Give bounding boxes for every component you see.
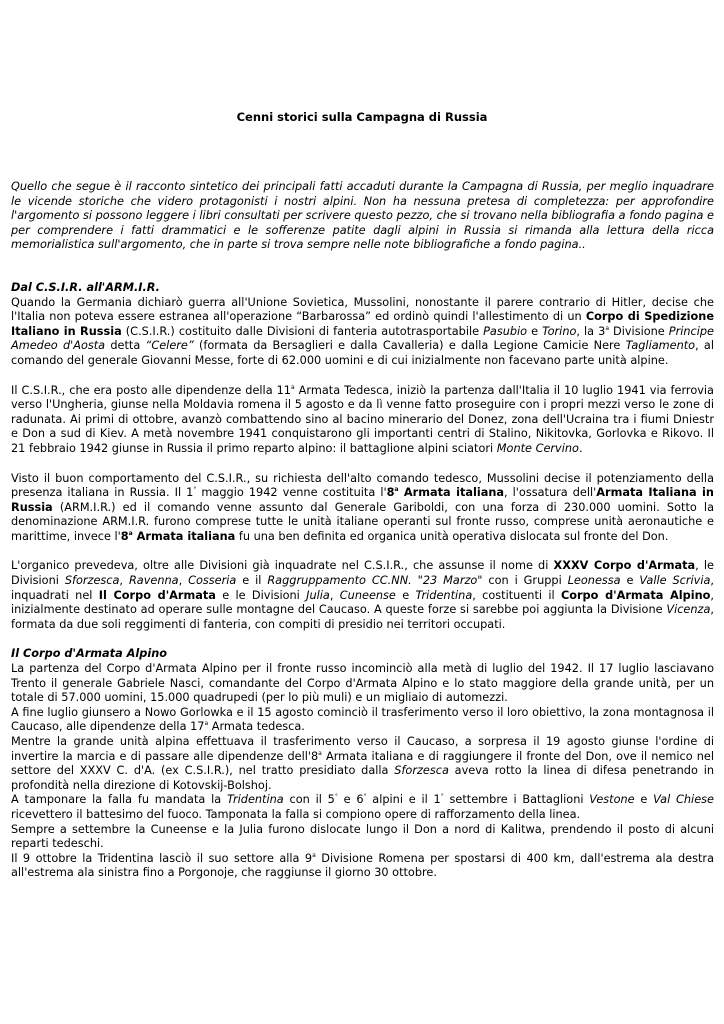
paragraph-armir-formation: Visto il buon comportamento del C.S.I.R., su richiesta dell'alto comando tedesco, Mussolini decise il potenziamento della presenza italiana in Russia. Il 1° maggio 1942 venne costituita l'8$^a$ Armata italiana, l'ossatura dell'Armata Italiana in Russia (ARM.I.R.) ed il comando venne assunto dal Generale Gariboldi, con una forza di 230.000 uomini. Sotto la denominazione ARM.I.R. furono comprese tutte le unità italiane operanti sul fronte russo, comprese unità aeronautiche e marittime, invece l'8$^a$ Armata italiana fu una ben definita ed organica unità operativa dislocata sul fronte del Don.: [11, 471, 714, 543]
paragraph-csir-advance: Il C.S.I.R., che era posto alle dipendenze della 11$^a$ Armata Tedesca, iniziò la partenza dall'Italia il 10 luglio 1941 via ferrovia verso l'Ungheria, giunse nella Moldavia romena il 5 agosto e da lì venne fatto proseguire con i propri mezzi verso le zone di radunata. Ai primi di ottobre, avanzò combattendo sino al bacino minerario del Donez, zona dell'Ucraina tra i fiumi Dniestr e Don a sud di Kiev. A metà novembre 1941 conquistarono gli importanti centri di Stalino, Nikitovka, Gorlovka e Rikovo. Il 21 febbraio 1942 giunse in Russia il primo reparto alpino: il battaglione alpini sciatori Monte Cervino.: [11, 383, 714, 455]
document-title: Cenni storici sulla Campagna di Russia: [236, 110, 488, 124]
document-body: [11, 180, 714, 881]
paragraph-csir-origin: Quando la Germania dichiarò guerra all'Unione Sovietica, Mussolini, nonostante il parere contrario di Hitler, decise che l'Italia non poteva essere estranea all'operazione “Barbarossa” ed ordinò quindi l'allestimento di un Corpo di Spedizione Italiano in Russia (C.S.I.R.) costituito dalle Divisioni di fanteria autotrasportabile Pasubio e Torino, la 3$^a$ Divisione Principe Amedeo d'Aosta detta “Celere” (formata da Bersaglieri e dalla Cavalleria) e dalla Legione Camicie Nere Tagliamento, al comando del generale Giovanni Messe, forte di 62.000 uomini e di cui inizialmente non facevano parte unità alpine.: [11, 295, 714, 367]
paragraph-alpino-caucaso: A fine luglio giunsero a Nowo Gorlowka e il 15 agosto cominciò il trasferimento verso il loro obiettivo, la zona montagnosa il Caucaso, alle dipendenze della 17$^a$ Armata tedesca.: [11, 705, 714, 734]
section-heading-corpo-alpino: Il Corpo d'Armata Alpino: [11, 647, 167, 661]
paragraph-alpino-don: Mentre la grande unità alpina effettuava il trasferimento verso il Caucaso, a sorpresa il 19 agosto giunse l'ordine di invertire la marcia e di passare alle dipendenze dell'8$^a$ Armata italiana e di raggiungere il fronte del Don, ove il nemico nel settore del XXXV C. d'A. (ex C.S.I.R.), nel tratto presidiato dalla Sforzesca aveva rotto la linea di difesa penetrando in profondità nella direzione di Kotovskij-Bolshoj.: [11, 735, 714, 792]
paragraph-organico: L'organico prevedeva, oltre alle Divisioni già inquadrate nel C.S.I.R., che assunse il nome di XXXV Corpo d'Armata, le Divisioni Sforzesca, Ravenna, Cosseria e il Raggruppamento CC.NN. "23 Marzo" con i Gruppi Leonessa e Valle Scrivia, inquadrati nel Il Corpo d'Armata e le Divisioni Julia, Cuneense e Tridentina, costituenti il Corpo d'Armata Alpino, inizialmente destinato ad operare sulle montagne del Caucaso. A queste forze si sarebbe poi aggiunta la Divisione Vicenza, formata da due soli reggimenti di fanteria, con compiti di presidio nei territori occupati.: [11, 559, 714, 631]
section-heading-csir-armir: Dal C.S.I.R. all'ARM.I.R.: [11, 280, 160, 294]
paragraph-alpino-tridentina: A tamponare la falla fu mandata la Tridentina con il 5° e 6° alpini e il 1° settembre i Battaglioni Vestone e Val Chiese ricevettero il battesimo del fuoco. Tamponata la falla si compiono opere di rafforzamento della linea.: [11, 793, 714, 821]
paragraph-alpino-porgonoje: Il 9 ottobre la Tridentina lasciò il suo settore alla 9$^a$ Divisione Romena per spostarsi di 400 km, dall'estrema ala destra all'estrema ala sinistra fino a Porgonoje, che raggiunse il giorno 30 ottobre.: [11, 851, 714, 880]
paragraph-alpino-departure: La partenza del Corpo d'Armata Alpino per il fronte russo incominciò alla metà di luglio del 1942. Il 17 luglio lasciavano Trento il generale Gabriele Nasci, comandante del Corpo d'Armata Alpino e lo stato maggiore della grande unità, per un totale di 57.000 uomini, 15.000 quadrupedi (per lo più muli) e un migliaio di automezzi.: [11, 662, 714, 705]
intro-paragraph: Quello che segue è il racconto sintetico dei principali fatti accaduti durante la Campagna di Russia, per meglio inquadrare le vicende storiche che videro protagonisti i nostri alpini. Non ha nessuna pretesa di completezza: per approfondire l'argomento si possono leggere i libri consultati per scrivere questo pezzo, che si trovano nella bibliografia a fondo pagina e per comprendere i fatti drammatici e le sofferenze patite dagli alpini in Russia si rimanda alla lettura della ricca memorialistica sull'argomento, che in parte si trova sempre nelle note bibliografiche a fondo pagina..: [11, 180, 714, 252]
paragraph-alpino-kalitwa: Sempre a settembre la Cuneense e la Julia furono dislocate lungo il Don a nord di Kalitwa, prendendo il posto di alcuni reparti tedeschi.: [11, 822, 714, 851]
